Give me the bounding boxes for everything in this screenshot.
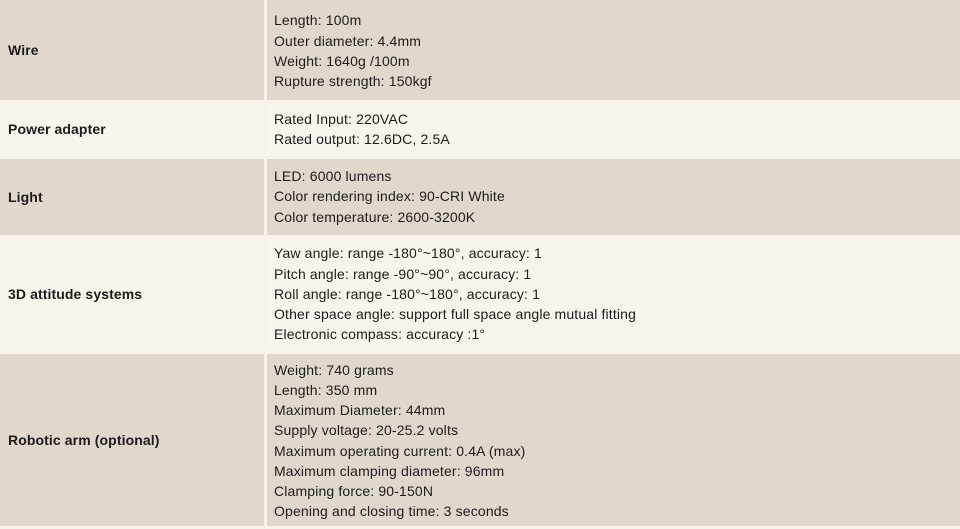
- spec-row-wire: [0, 0, 960, 101]
- spec-line: Outer diameter: 4.4mm: [274, 31, 960, 51]
- spec-line: Weight: 1640g /100m: [274, 51, 960, 71]
- spec-line: Yaw angle: range -180°~180°, accuracy: 1: [274, 243, 960, 263]
- spec-label: Robotic arm (optional): [0, 352, 266, 527]
- spec-row-3d-attitude: [0, 236, 960, 352]
- spec-values: [266, 0, 960, 101]
- spec-line: Color rendering index: 90-CRI White: [274, 186, 960, 206]
- spec-line: Opening and closing time: 3 seconds: [274, 501, 960, 521]
- spec-label: Light: [0, 157, 266, 236]
- spec-label: 3D attitude systems: [0, 236, 266, 352]
- spec-line: Electronic compass: accuracy :1°: [274, 324, 960, 344]
- spec-row-robotic-arm: [0, 352, 960, 527]
- spec-line: Supply voltage: 20-25.2 volts: [274, 420, 960, 440]
- spec-values: [266, 157, 960, 236]
- spec-line: LED: 6000 lumens: [274, 166, 960, 186]
- spec-line: Length: 350 mm: [274, 380, 960, 400]
- spec-line: Roll angle: range -180°~180°, accuracy: 1: [274, 284, 960, 304]
- spec-row-light: [0, 157, 960, 236]
- spec-line: Rupture strength: 150kgf: [274, 71, 960, 91]
- spec-line: Rated output: 12.6DC, 2.5A: [274, 129, 960, 149]
- spec-label: Power adapter: [0, 101, 266, 157]
- spec-line: Length: 100m: [274, 10, 960, 30]
- spec-label: Wire: [0, 0, 266, 101]
- spec-line: Maximum operating current: 0.4A (max): [274, 441, 960, 461]
- spec-values: [266, 352, 960, 527]
- spec-row-power-adapter: [0, 101, 960, 157]
- spec-line: Clamping force: 90-150N: [274, 481, 960, 501]
- spec-line: Pitch angle: range -90°~90°, accuracy: 1: [274, 264, 960, 284]
- spec-line: Rated Input: 220VAC: [274, 109, 960, 129]
- spec-values: [266, 236, 960, 352]
- spec-values: [266, 101, 960, 157]
- spec-line: Color temperature: 2600-3200K: [274, 207, 960, 227]
- spec-line: Weight: 740 grams: [274, 360, 960, 380]
- spec-line: Other space angle: support full space angle mutual fitting: [274, 304, 960, 324]
- spec-line: Maximum Diameter: 44mm: [274, 400, 960, 420]
- spec-line: Maximum clamping diameter: 96mm: [274, 461, 960, 481]
